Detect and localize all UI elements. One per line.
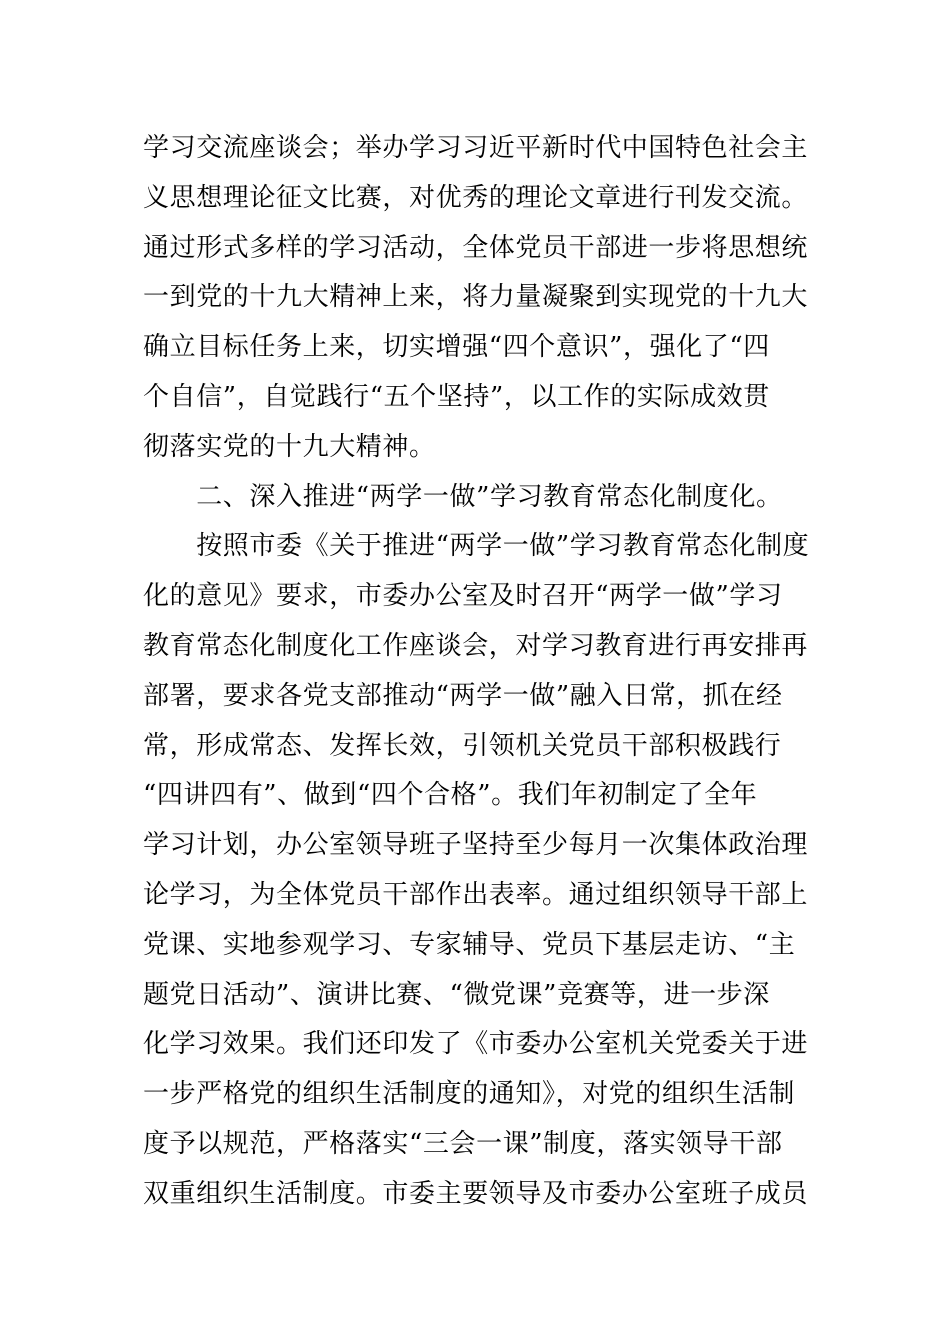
text-line: 义思想理论征文比赛，对优秀的理论文章进行刊发交流。 xyxy=(143,182,809,213)
text-line: 学习计划，办公室领导班子坚持至少每月一次集体政治理 xyxy=(143,830,809,861)
text-line: 部署，要求各党支部推动“两学一做”融入日常，抓在经 xyxy=(143,680,783,711)
text-line: 一步严格党的组织生活制度的通知》，对党的组织生活制 xyxy=(143,1079,796,1110)
text-line: 一到党的十九大精神上来，将力量凝聚到实现党的十九大 xyxy=(143,282,809,313)
text-line: 题党日活动”、演讲比赛、“微党课”竞赛等，进一步深 xyxy=(143,979,770,1010)
text-line: 学习交流座谈会；举办学习习近平新时代中国特色社会主 xyxy=(143,133,809,163)
text-line: 彻落实党的十九大精神。 xyxy=(143,431,436,462)
text-line: 通过形式多样的学习活动，全体党员干部进一步将思想统 xyxy=(143,232,809,263)
section-heading: 二、深入推进“两学一做”学习教育常态化制度化。 xyxy=(143,481,783,512)
text-line: 个自信”，自觉践行“五个坚持”，以工作的实际成效贯 xyxy=(143,381,770,412)
text-line: 化学习效果。我们还印发了《市委办公室机关党委关于进 xyxy=(143,1029,809,1060)
text-line: 教育常态化制度化工作座谈会，对学习教育进行再安排再 xyxy=(143,630,809,661)
document-body xyxy=(143,124,823,1220)
text-line: 度予以规范，严格落实“三会一课”制度，落实领导干部 xyxy=(143,1128,783,1159)
text-line: 确立目标任务上来，切实增强“四个意识”，强化了“四 xyxy=(143,332,770,363)
text-line: 双重组织生活制度。市委主要领导及市委办公室班子成员 xyxy=(143,1178,809,1209)
text-line: “四讲四有”、做到“四个合格”。我们年初制定了全年 xyxy=(143,780,758,811)
text-line: 化的意见》要求，市委办公室及时召开“两学一做”学习 xyxy=(143,581,783,612)
text-line: 常，形成常态、发挥长效，引领机关党员干部积极践行 xyxy=(143,730,782,761)
text-line: 按照市委《关于推进“两学一做”学习教育常态化制度 xyxy=(143,531,810,562)
text-line: 党课、实地参观学习、专家辅导、党员下基层走访、“主 xyxy=(143,929,796,960)
text-line: 论学习，为全体党员干部作出表率。通过组织领导干部上 xyxy=(143,879,809,910)
